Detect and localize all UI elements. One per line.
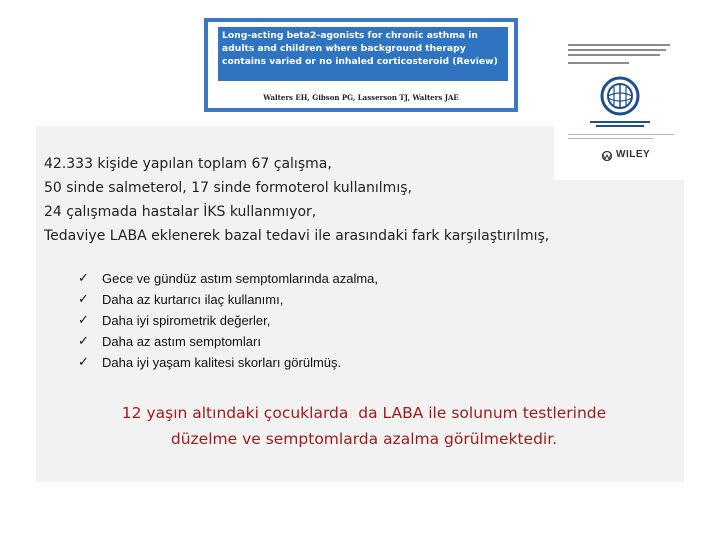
checklist-item: [78, 310, 378, 331]
cover-header-lines: [568, 44, 670, 67]
wiley-mark-icon: [600, 151, 614, 161]
summary-line: Tedaviye LABA eklenerek bazal tedavi ile arasındaki fark karşılaştırılmış,: [44, 228, 550, 244]
checklist-item: [78, 289, 378, 310]
checklist-item-text: Daha az astım semptomları: [102, 334, 261, 349]
results-checklist: [78, 268, 378, 373]
study-summary: [44, 152, 549, 248]
conclusion-text: [80, 400, 648, 452]
summary-line: 50 sinde salmeterol, 17 sinde formoterol kullanılmış,: [44, 180, 412, 196]
checklist-item: [78, 352, 378, 373]
paper-citation-box: [204, 18, 518, 112]
checkmark-icon: ✓: [78, 355, 89, 370]
checklist-item: [78, 268, 378, 289]
cochrane-review-cover-thumbnail: [554, 34, 684, 180]
summary-line: 42.333 kişide yapılan toplam 67 çalışma,: [44, 156, 332, 172]
paper-authors: Walters EH, Gibson PG, Lasserson TJ, Walters JAE: [263, 93, 459, 102]
cochrane-logo-icon: [600, 76, 640, 116]
checklist-item-text: Daha iyi yaşam kalitesi skorları görülmüş.: [102, 355, 342, 370]
summary-line: 24 çalışmada hastalar İKS kullanmıyor,: [44, 204, 317, 220]
cochrane-wordmark-icon: [584, 120, 656, 128]
checklist-item: [78, 331, 378, 352]
conclusion-line-1: 12 yaşın altındaki çocuklarda da LABA ile solunum testlerinde: [121, 404, 607, 422]
checklist-item-text: Gece ve gündüz astım semptomlarında azalma,: [102, 271, 379, 286]
checkmark-icon: ✓: [78, 334, 89, 349]
cover-footer-lines: [568, 134, 674, 142]
checkmark-icon: ✓: [78, 313, 89, 328]
checkmark-icon: ✓: [78, 271, 89, 286]
publisher-logo: WILEY: [616, 149, 651, 160]
conclusion-line-2: düzelme ve semptomlarda azalma görülmektedir.: [170, 430, 558, 448]
checklist-item-text: Daha az kurtarıcı ilaç kullanımı,: [102, 292, 284, 307]
checklist-item-text: Daha iyi spirometrik değerler,: [102, 313, 271, 328]
paper-title: Long-acting beta2-agonists for chronic asthma in adults and children where background therapy contains varied or no inhaled corticosteroid (Review): [218, 27, 508, 81]
checkmark-icon: ✓: [78, 292, 89, 307]
